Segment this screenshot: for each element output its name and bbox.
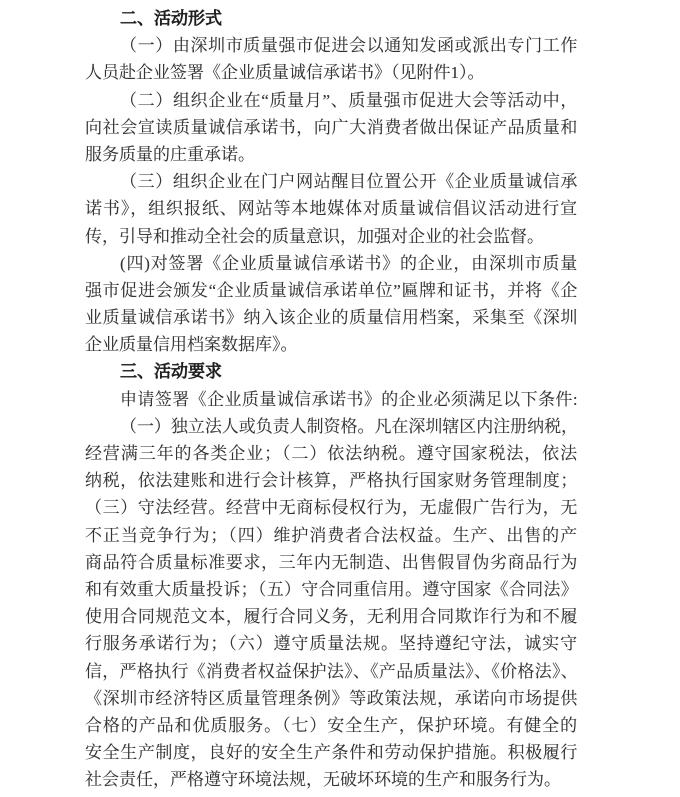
text-line: [85, 168, 578, 195]
text-line: [85, 576, 578, 603]
text-line: [85, 658, 578, 685]
text-line-content: 三、活动要求: [120, 362, 222, 382]
text-line: [85, 32, 578, 59]
text-line-content: （三）组织企业在门户网站醒目位置公开《企业质量诚信承: [120, 172, 578, 192]
text-line-content: 信，严格执行《消费者权益保护法》、《产品质量法》、《价格法》、: [85, 661, 578, 681]
text-line-content: 传，引导和推动全社会的质量意识，加强对企业的社会监督。: [85, 226, 544, 246]
text-line-content: 纳税，依法建账和进行会计核算，严格执行国家财务管理制度；: [85, 471, 578, 491]
document-text-block: [85, 5, 578, 793]
text-line: [85, 114, 578, 141]
text-line: [85, 712, 578, 739]
text-line: [85, 494, 578, 521]
text-line-content: 合格的产品和优质服务。（七）安全生产，保护环境。有健全的: [85, 715, 579, 735]
text-line: [85, 685, 578, 712]
text-line-content: 社会责任，严格遵守环境法规，无破坏环境的生产和服务行为。: [85, 770, 561, 790]
text-line: [85, 223, 578, 250]
text-line-content: （一）由深圳市质量强市促进会以通知发函或派出专门工作: [120, 36, 578, 56]
text-line: [85, 87, 578, 114]
text-line-content: 经营满三年的各类企业；（二）依法纳税。遵守国家税法，依法: [85, 444, 579, 463]
text-line: [85, 739, 578, 766]
text-line-content: 安全生产制度，良好的安全生产条件和劳动保护措施。积极履行: [85, 743, 578, 763]
text-line-content: 业质量诚信承诺书》纳入该企业的质量信用档案，采集至《深圳: [85, 308, 578, 328]
text-line-content: 使用合同规范文本，履行合同义务，无利用合同欺诈行为和不履: [85, 607, 578, 627]
text-line-content: 商品符合质量标准要求，三年内无制造、出售假冒伪劣商品行为: [85, 552, 578, 572]
text-line: [85, 250, 578, 277]
text-line-content: 服务质量的庄重承诺。: [85, 144, 255, 164]
text-line-content: (四)对签署《企业质量诚信承诺书》的企业，由深圳市质量: [120, 253, 579, 273]
text-line: [85, 467, 578, 494]
text-line-content: 不正当竞争行为；（四）维护消费者合法权益。生产、出售的产: [85, 525, 579, 545]
text-line-content: 二、活动形式: [120, 9, 222, 28]
text-line-content: 和有效重大质量投诉；（五）守合同重信用。遵守国家《合同法》: [85, 579, 578, 599]
text-line: [85, 59, 578, 86]
text-line: [85, 522, 578, 549]
text-line-content: 向社会宣读质量诚信承诺书，向广大消费者做出保证产品质量和: [85, 117, 578, 137]
text-line-content: 行服务承诺行为；（六）遵守质量法规。坚持遵纪守法，诚实守: [85, 634, 579, 654]
text-line-content: 人员赴企业签署《企业质量诚信承诺书》（见附件1）。: [85, 63, 485, 83]
text-line-content: 《深圳市经济特区质量管理条例》等政策法规，承诺向市场提供: [85, 688, 578, 708]
text-line: [85, 630, 578, 657]
text-line: [85, 386, 578, 413]
text-line: [85, 304, 578, 331]
text-line: [85, 141, 578, 168]
text-line-content: （三）守法经营。经营中无商标侵权行为，无虚假广告行为，无: [85, 498, 578, 518]
text-line-content: 诺书》，组织报纸、网站等本地媒体对质量诚信倡议活动进行宣: [85, 199, 579, 219]
text-line-content: 强市促进会颁发“企业质量诚信承诺单位”匾牌和证书，并将《企: [85, 280, 578, 300]
text-line: [85, 549, 578, 576]
text-line: [85, 277, 578, 304]
text-line-content: （二）组织企业在“质量月”、质量强市促进大会等活动中，: [120, 90, 578, 110]
text-line: [85, 440, 578, 467]
section-heading: [85, 358, 578, 385]
text-line: [85, 195, 578, 222]
text-line-content: （一）独立法人或负责人制资格。凡在深圳辖区内注册纳税，: [120, 416, 579, 436]
text-line: [85, 331, 578, 358]
text-line-content: 企业质量信用档案数据库》。: [85, 335, 298, 355]
text-line: [85, 603, 578, 630]
section-heading: [85, 5, 578, 32]
text-line-content: 申请签署《企业质量诚信承诺书》的企业必须满足以下条件:: [120, 389, 578, 409]
text-line: [85, 766, 578, 793]
text-line: [85, 413, 578, 440]
